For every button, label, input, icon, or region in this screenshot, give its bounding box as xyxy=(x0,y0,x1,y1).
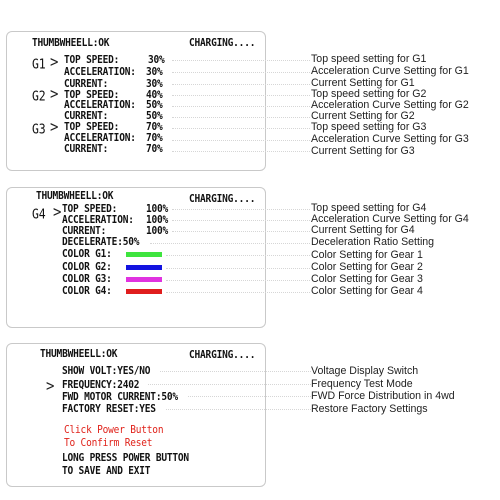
description-g4-acceleration: Acceleration Curve Setting for G4 xyxy=(311,213,469,225)
leader-line xyxy=(150,243,310,244)
g4-top-speed-label: TOP SPEED: xyxy=(62,203,118,216)
g3-top-speed-label: TOP SPEED: xyxy=(64,121,120,134)
description-factory-reset: Restore Factory Settings xyxy=(311,403,428,415)
charging-status: CHARGING.... xyxy=(189,37,256,50)
leader-line xyxy=(172,220,310,221)
show-volt-setting: SHOW VOLT:YES/NO xyxy=(62,365,151,378)
click-power-button-hint: Click Power Button xyxy=(64,424,164,437)
leader-line xyxy=(172,106,310,107)
thumbwheel-status: THUMBWHEELL:OK xyxy=(40,348,118,361)
g2-acceleration-value: 50% xyxy=(146,99,163,112)
leader-line xyxy=(172,231,310,232)
g4-current-label: CURRENT: xyxy=(62,225,107,238)
charging-status: CHARGING.... xyxy=(189,193,256,206)
color-g4-label: COLOR G4: xyxy=(62,285,112,298)
description-g4-top-speed: Top speed setting for G4 xyxy=(311,202,427,214)
thumbwheel-status: THUMBWHEELL:OK xyxy=(36,190,114,203)
selection-arrow-icon: > xyxy=(50,118,59,137)
frequency-setting: FREQUENCY:2402 xyxy=(62,379,140,392)
g3-acceleration-value: 70% xyxy=(146,132,163,145)
g2-current-value: 50% xyxy=(146,110,163,123)
g2-current-label: CURRENT: xyxy=(64,110,109,123)
fwd-motor-current-setting: FWD MOTOR CURRENT:50% xyxy=(62,391,178,404)
selection-arrow-icon: > xyxy=(50,85,59,104)
description-color-gear-4: Color Setting for Gear 4 xyxy=(311,285,423,297)
description-g3-acceleration: Acceleration Curve Setting for G3 xyxy=(311,133,469,145)
long-press-hint: LONG PRESS POWER BUTTON xyxy=(62,452,189,465)
color-g3-label: COLOR G3: xyxy=(62,273,112,286)
description-fwd-force: FWD Force Distribution in 4wd xyxy=(311,390,455,402)
description-deceleration: Deceleration Ratio Setting xyxy=(311,236,435,248)
g2-top-speed-label: TOP SPEED: xyxy=(64,89,120,102)
gear-label-g1: G1 xyxy=(32,56,46,73)
g1-acceleration-label: ACCELERATION: xyxy=(64,66,136,79)
g3-acceleration-label: ACCELERATION: xyxy=(64,132,136,145)
leader-line xyxy=(148,384,311,385)
gear-label-g4: G4 xyxy=(32,206,46,223)
description-g4-current: Current Setting for G4 xyxy=(311,224,415,236)
description-voltage-display: Voltage Display Switch xyxy=(311,365,419,377)
thumbwheel-status: THUMBWHEELL:OK xyxy=(32,37,110,50)
color-swatch-g2 xyxy=(126,265,162,270)
leader-line xyxy=(166,280,310,281)
g4-acceleration-value: 100% xyxy=(146,214,169,227)
leader-line xyxy=(172,60,310,61)
confirm-reset-hint: To Confirm Reset xyxy=(64,437,153,450)
description-g1-top-speed: Top speed setting for G1 xyxy=(311,53,427,65)
decelerate-setting: DECELERATE:50% xyxy=(62,236,140,249)
description-color-gear-1: Color Setting for Gear 1 xyxy=(311,249,423,261)
leader-line xyxy=(166,292,310,293)
color-swatch-g4 xyxy=(126,289,162,294)
g4-acceleration-label: ACCELERATION: xyxy=(62,214,134,227)
leader-line xyxy=(172,117,310,118)
description-g1-current: Current Setting for G1 xyxy=(311,77,415,89)
description-g2-current: Current Setting for G2 xyxy=(311,110,415,122)
leader-line xyxy=(166,268,310,269)
leader-line xyxy=(172,95,310,96)
leader-line xyxy=(172,140,310,141)
factory-reset-setting: FACTORY RESET:YES xyxy=(62,403,156,416)
g3-current-label: CURRENT: xyxy=(64,143,109,156)
leader-line xyxy=(172,84,310,85)
description-g2-acceleration: Acceleration Curve Setting for G2 xyxy=(311,99,469,111)
g1-current-value: 30% xyxy=(146,78,163,91)
color-g2-label: COLOR G2: xyxy=(62,261,112,274)
g3-current-value: 70% xyxy=(146,143,163,156)
charging-status: CHARGING.... xyxy=(189,349,256,362)
g1-top-speed-label: TOP SPEED: xyxy=(64,54,120,67)
description-color-gear-2: Color Setting for Gear 2 xyxy=(311,261,423,273)
g2-acceleration-label: ACCELERATION: xyxy=(64,99,136,112)
g4-current-value: 100% xyxy=(146,225,169,238)
description-g3-top-speed: Top speed setting for G3 xyxy=(311,121,427,133)
g1-top-speed-value: 30% xyxy=(148,54,165,67)
selection-arrow-icon: > xyxy=(50,53,59,72)
leader-line xyxy=(160,371,311,372)
leader-line xyxy=(166,255,310,256)
color-g1-label: COLOR G1: xyxy=(62,248,112,261)
g4-top-speed-value: 100% xyxy=(146,203,169,216)
leader-line xyxy=(188,396,311,397)
leader-line xyxy=(172,128,310,129)
selection-arrow-icon: > xyxy=(53,203,62,222)
g1-current-label: CURRENT: xyxy=(64,78,109,91)
color-swatch-g1 xyxy=(126,252,162,257)
description-g2-top-speed: Top speed setting for G2 xyxy=(311,88,427,100)
description-frequency-test: Frequency Test Mode xyxy=(311,378,413,390)
leader-line xyxy=(172,209,310,210)
gear-label-g2: G2 xyxy=(32,88,46,105)
description-color-gear-3: Color Setting for Gear 3 xyxy=(311,273,423,285)
gear-label-g3: G3 xyxy=(32,121,46,138)
leader-line xyxy=(172,72,310,73)
leader-line xyxy=(166,409,311,410)
save-exit-hint: TO SAVE AND EXIT xyxy=(62,465,151,478)
leader-line xyxy=(172,151,310,152)
g1-acceleration-value: 30% xyxy=(146,66,163,79)
g2-top-speed-value: 40% xyxy=(146,89,163,102)
g3-top-speed-value: 70% xyxy=(146,121,163,134)
selection-arrow-icon: > xyxy=(46,377,55,396)
description-g3-current: Current Setting for G3 xyxy=(311,145,415,157)
description-g1-acceleration: Acceleration Curve Setting for G1 xyxy=(311,65,469,77)
color-swatch-g3 xyxy=(126,277,162,282)
